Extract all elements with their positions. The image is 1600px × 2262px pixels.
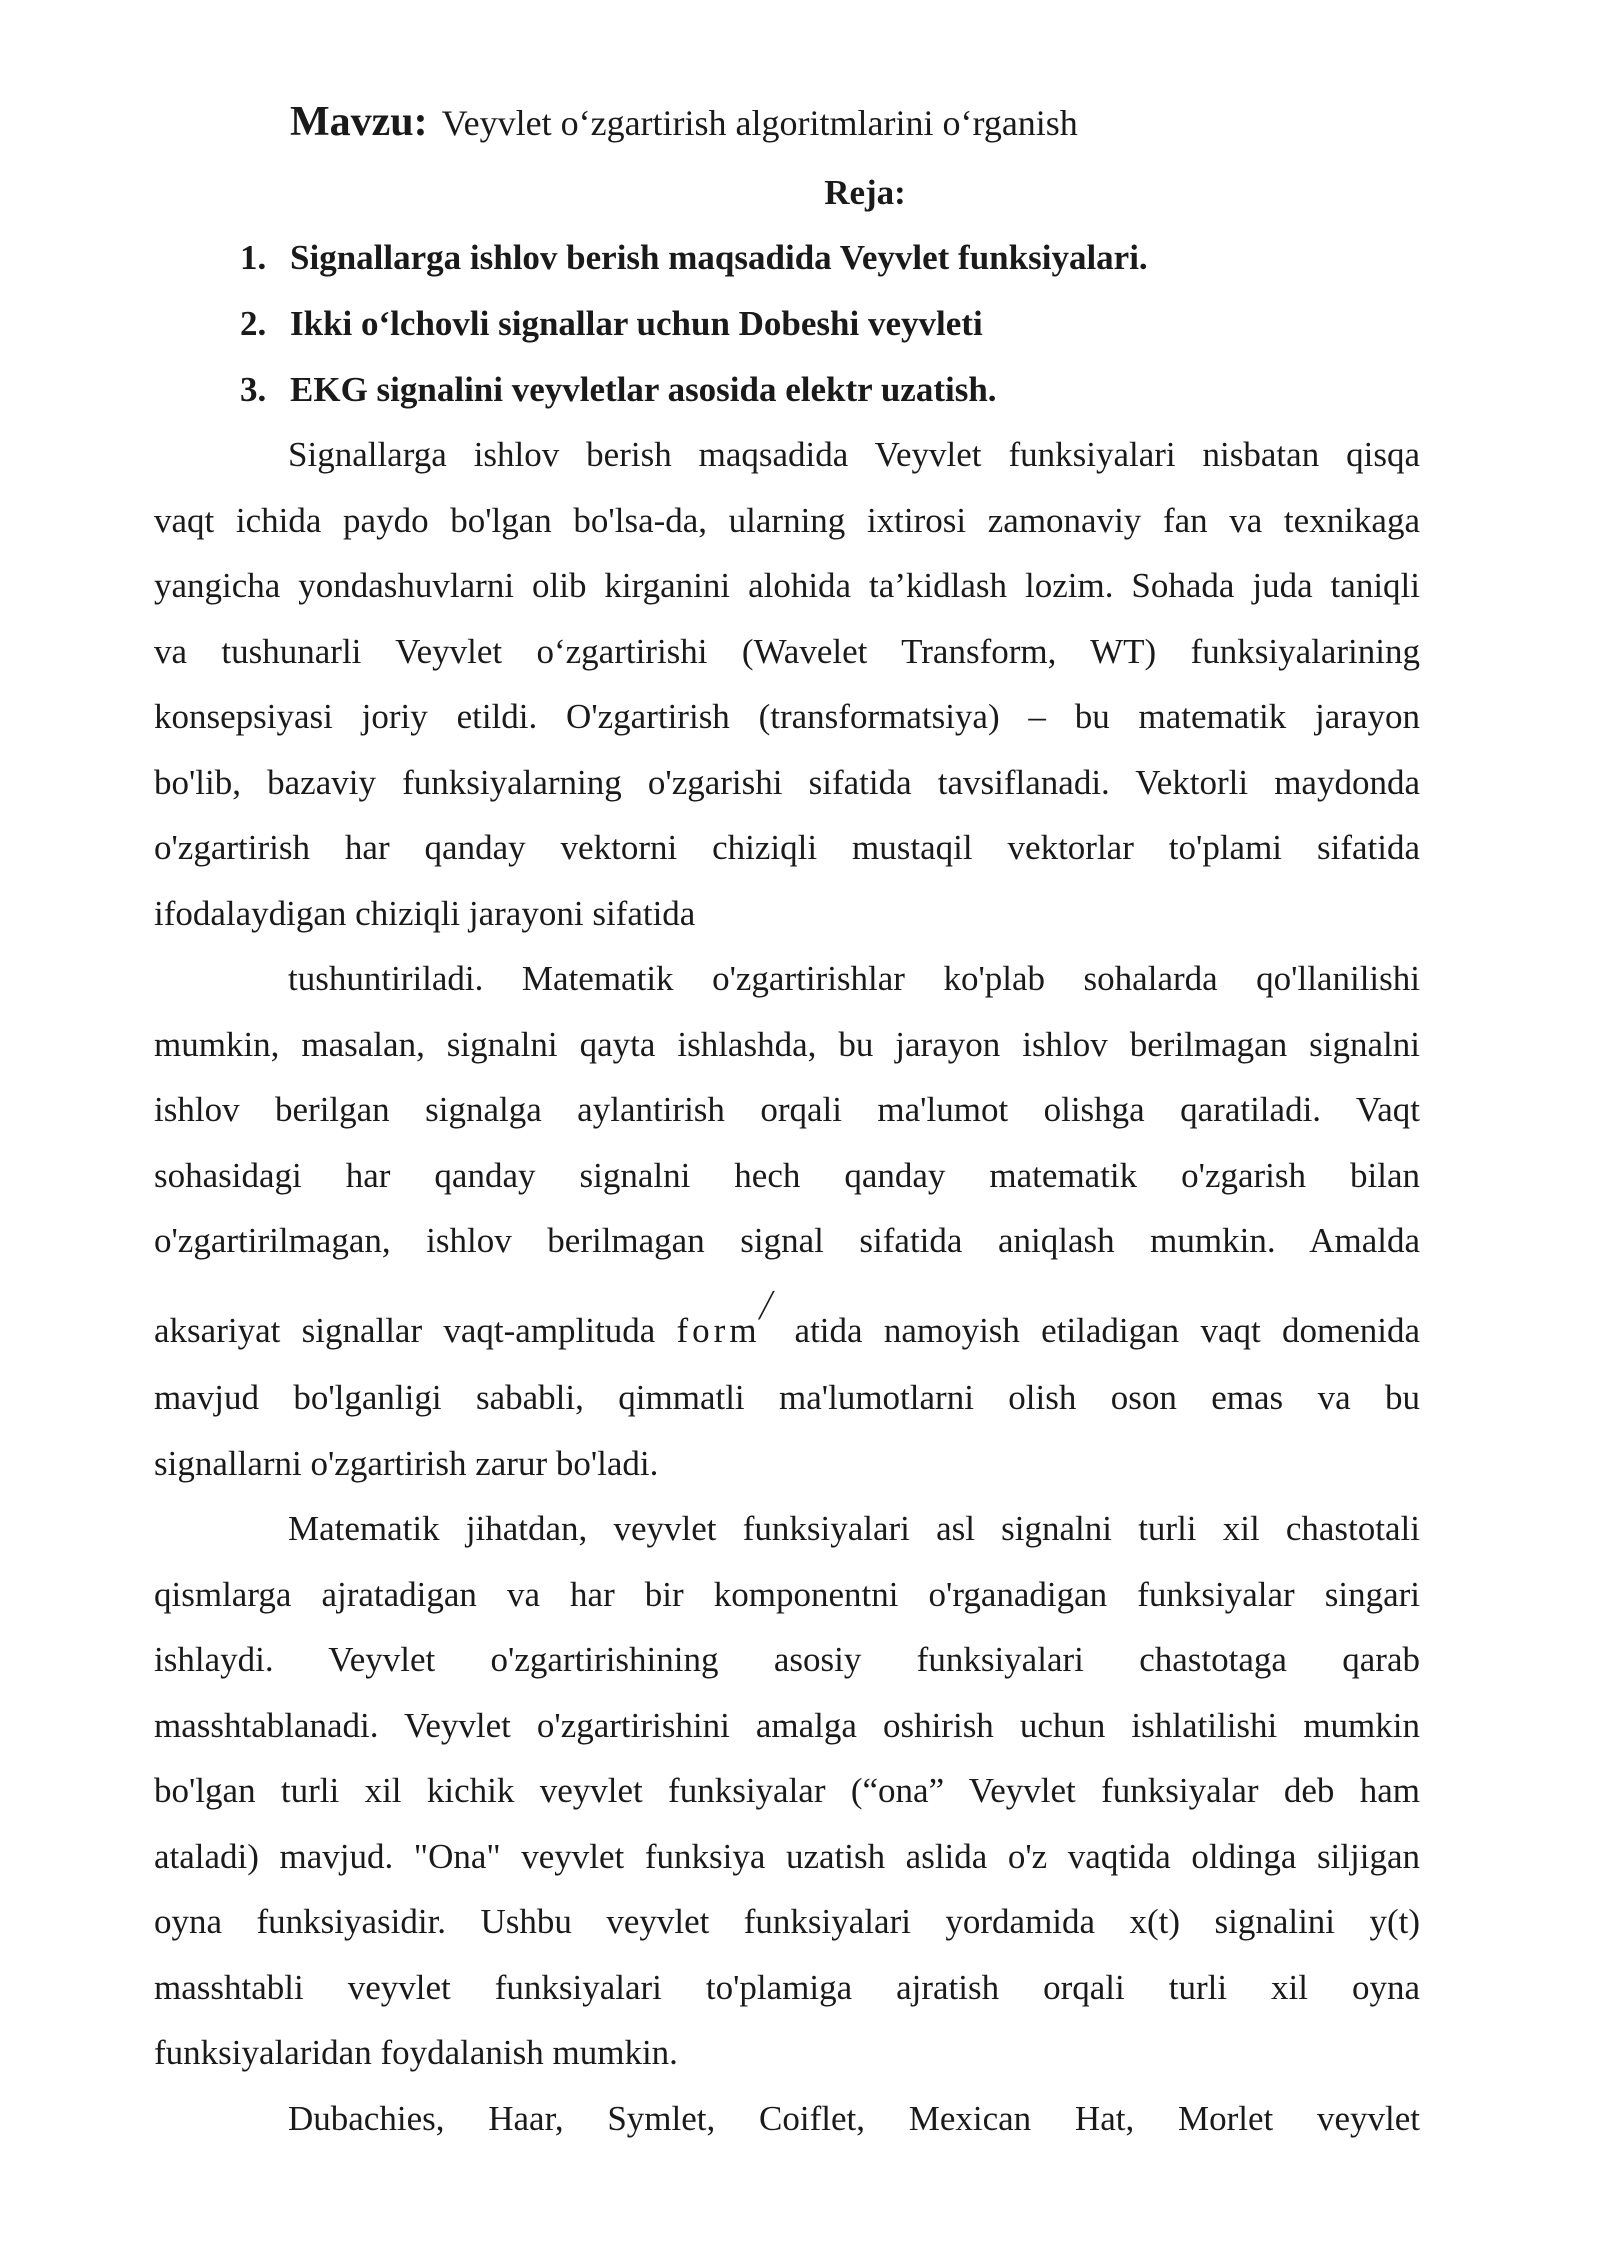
topic-label: Mavzu: (290, 99, 428, 145)
body-text-line: Signallarga ishlov berish maqsadida Veyvlet funksiyalari nisbatan qisqa (288, 435, 1420, 474)
plan-heading: Reja: (824, 173, 906, 212)
plan-item-number: 3. (240, 370, 267, 409)
body-text-line: oyna funksiyasidir. Ushbu veyvlet funksiyalari yordamida x(t) signalini y(t) (154, 1902, 1420, 1941)
body-text-line: bo'lib, bazaviy funksiyalarning o'zgarishi sifatida tavsiflanadi. Vektorli maydonda (154, 763, 1420, 802)
body-text-line: o'zgartirish har qanday vektorni chiziqli mustaqil vektorlar to'plami sifatida (154, 828, 1420, 867)
body-text-line: bo'lgan turli xil kichik veyvlet funksiyalar (“ona” Veyvlet funksiyalar deb ham (154, 1771, 1420, 1810)
body-text-line: vaqt ichida paydo bo'lgan bo'lsa-da, ularning ixtirosi zamonaviy fan va texnikaga (154, 501, 1420, 540)
body-text-line: mumkin, masalan, signalni qayta ishlashda, bu jarayon ishlov berilmagan signalni (154, 1025, 1420, 1064)
topic-title (290, 92, 1078, 152)
body-text-line: signallarni o'zgartirish zarur bo'ladi. (154, 1444, 659, 1483)
plan-item-text: Ikki o‘lchovli signallar uchun Dobeshi veyvleti (290, 304, 983, 343)
plan-item-text: EKG signalini veyvletlar asosida elektr uzatish. (290, 370, 997, 409)
body-text-line: Dubachies, Haar, Symlet, Coiflet, Mexican Hat, Morlet veyvlet (288, 2099, 1420, 2138)
body-text-line: va tushunarli Veyvlet o‘zgartirishi (Wavelet Transform, WT) funksiyalarining (154, 632, 1420, 671)
body-text-line: ataladi) mavjud. "Ona" veyvlet funksiya uzatish aslida o'z vaqtida oldinga siljigan (154, 1837, 1420, 1876)
body-text-line: Matematik jihatdan, veyvlet funksiyalari asl signalni turli xil chastotali (288, 1509, 1420, 1548)
plan-item (240, 228, 1148, 288)
body-text-line: ishlaydi. Veyvlet o'zgartirishining asosiy funksiyalari chastotaga qarab (154, 1640, 1420, 1679)
body-text-line: qismlarga ajratadigan va har bir komponentni o'rganadigan funksiyalar singari (154, 1575, 1420, 1614)
body-text-line: masshtabli veyvlet funksiyalari to'plamiga ajratish orqali turli xil oyna (154, 1968, 1420, 2007)
slash-glyph: ⁄ (759, 1281, 777, 1328)
body-text-line: ishlov berilgan signalga aylantirish orqali ma'lumot olishga qaratiladi. Vaqt (154, 1090, 1420, 1129)
form-line-word (676, 1281, 777, 1350)
body-text-line: konsepsiyasi joriy etildi. O'zgartirish (transformatsiya) – bu matematik jarayon (154, 697, 1420, 736)
form-line-after: atida namoyish etiladigan vaqt domenida (794, 1311, 1420, 1350)
body-text-line: sohasidagi har qanday signalni hech qanday matematik o'zgarish bilan (154, 1156, 1420, 1195)
body-text-line: mavjud bo'lganligi sababli, qimmatli ma'lumotlarni olish oson emas va bu (154, 1378, 1420, 1417)
body-text-line: tushuntiriladi. Matematik o'zgartirishlar ko'plab sohalarda qo'llanilishi (288, 959, 1420, 998)
plan-item (240, 294, 983, 354)
body-text-line: yangicha yondashuvlarni olib kirganini alohida ta’kidlash lozim. Sohada juda taniqli (154, 566, 1420, 605)
body-text-line (154, 1281, 1420, 1359)
body-text-line: funksiyalaridan foydalanish mumkin. (154, 2033, 678, 2072)
body-text-line: ifodalaydigan chiziqli jarayoni sifatida (154, 894, 696, 933)
plan-item-number: 1. (240, 238, 267, 277)
form-word: form (676, 1311, 761, 1350)
plan-item (240, 360, 997, 420)
plan-item-number: 2. (240, 304, 267, 343)
form-line-before: aksariyat signallar vaqt-amplituda (154, 1311, 656, 1350)
topic-text: Veyvlet o‘zgartirish algoritmlarini o‘rganish (441, 103, 1078, 143)
body-text-line: o'zgartirilmagan, ishlov berilmagan signal sifatida aniqlash mumkin. Amalda (154, 1221, 1420, 1260)
plan-item-text: Signallarga ishlov berish maqsadida Veyvlet funksiyalari. (290, 238, 1148, 277)
body-text-line: masshtablanadi. Veyvlet o'zgartirishini amalga oshirish uchun ishlatilishi mumkin (154, 1706, 1420, 1745)
